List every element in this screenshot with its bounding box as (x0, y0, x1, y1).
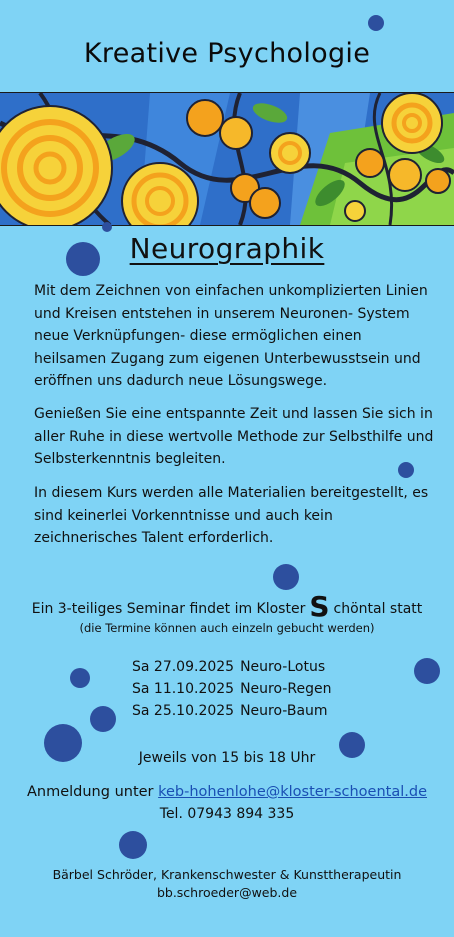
section-heading: Neurographik (129, 232, 325, 265)
decorative-dot (339, 732, 365, 758)
decorative-dot (368, 15, 384, 31)
stained-glass-image (0, 93, 454, 225)
date-title: Neuro-Lotus (240, 659, 326, 675)
date-row (132, 678, 331, 700)
seminar-line (0, 590, 454, 623)
author-email: bb.schroeder@web.de (156, 885, 298, 900)
author-block (0, 866, 454, 902)
decorative-dot (44, 724, 82, 762)
registration-email-link[interactable]: keb-hohenlohe@kloster-schoental.de (158, 784, 427, 800)
decorative-dot (119, 831, 147, 859)
decorative-dot (66, 242, 100, 276)
author-name: Bärbel Schröder, Krankenschwester & Kunsttherapeutin (52, 867, 402, 882)
decorative-dot (414, 658, 440, 684)
decorative-dot (398, 462, 414, 478)
date-value: Sa 27.09.2025 (132, 659, 235, 675)
registration-line (0, 784, 454, 800)
date-title: Neuro-Regen (240, 681, 332, 697)
registration-prefix: Anmeldung unter (26, 784, 154, 800)
seminar-big-letter: S (309, 590, 330, 623)
date-row (132, 656, 331, 678)
decorative-dot (70, 668, 90, 688)
date-row (132, 700, 331, 722)
seminar-text-after: chöntal statt (333, 601, 423, 617)
page-title: Kreative Psychologie (83, 38, 371, 69)
registration-phone: Tel. 07943 894 335 (159, 806, 295, 822)
seminar-text-before: Ein 3-teiliges Seminar findet im Kloster (31, 601, 306, 617)
banner-artwork (0, 92, 454, 226)
decorative-dot (90, 706, 116, 732)
date-title: Neuro-Baum (240, 703, 328, 719)
dates-list (132, 656, 331, 722)
decorative-dot (102, 222, 112, 232)
relax-paragraph: Genießen Sie eine entspannte Zeit und lassen Sie sich in aller Ruhe in diese wertvolle Methode zur Selbsthilfe und Selbsterkenntnis begleiten. (34, 406, 434, 467)
materials-paragraph: In diesem Kurs werden alle Materialien bereitgestellt, es sind keinerlei Vorkenntnisse und auch kein zeichnerisches Talent erforderlich. (34, 485, 429, 546)
date-value: Sa 11.10.2025 (132, 681, 235, 697)
seminar-note: (die Termine können auch einzeln gebucht werden) (79, 621, 375, 635)
time-info: Jeweils von 15 bis 18 Uhr (138, 750, 316, 766)
intro-paragraph: Mit dem Zeichnen von einfachen unkomplizierten Linien und Kreisen entstehen in unserem Neuronen- System neue Verknüpfungen- diese ermöglichen einen heilsamen Zugang zum eigenen Unterbewusstsein und eröffnen uns dadurch neue Lösungswege. (34, 283, 428, 389)
decorative-dot (273, 564, 299, 590)
date-value: Sa 25.10.2025 (132, 703, 235, 719)
